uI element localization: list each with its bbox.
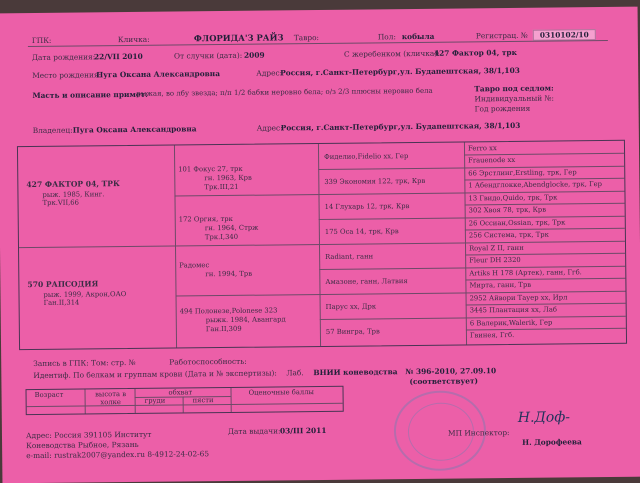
gen2-line2: Трк.I,340: [204, 232, 239, 242]
gen4-ancestor: 3445 Плантация хх, Лаб: [469, 305, 557, 315]
gen3-ancestor: 14 Глухарь 12, трк, Крв: [324, 202, 410, 211]
reg-value: 0310102/10: [533, 29, 596, 41]
score-header: Оценочные баллы: [248, 388, 314, 397]
workability-label: Работоспособность:: [169, 356, 247, 367]
inspector-name: Н. Дорофеева: [522, 437, 582, 447]
tavro-label: Тавро:: [293, 32, 320, 43]
foal-value: 427 Фактор 04, трк: [433, 47, 517, 58]
sire-line1: рыж. 1985, Кинг.: [42, 190, 105, 199]
color-label: Масть и описание примет:: [32, 89, 148, 101]
gen3-ancestor: Фиделио,Fidelio хх, Гер: [324, 152, 409, 161]
mating-label: От случки (дата):: [173, 50, 243, 61]
gen4-ancestor: 26 Оссиан,Ossian, трк, Трк: [468, 218, 566, 228]
gen3-ancestor: 175 Оса 14, трк, Крв: [324, 227, 399, 236]
sex-value: кобыла: [401, 31, 435, 42]
gen2-line1: гн. 1994, Трв: [205, 269, 253, 279]
gen3-ancestor: Radiant, ганн: [325, 252, 374, 261]
owner-label: Владелец:: [32, 125, 73, 136]
lab-label: Лаб.: [286, 368, 304, 378]
dam-name: 570 РАПСОДИЯ: [27, 279, 99, 290]
gen2-name: 101 Фокус 27, трк: [178, 164, 243, 174]
inspector-label: МП Инспектор:: [447, 428, 510, 438]
ident-label: Идентиф. По белкам и группам крови (Дата и № экспертизы):: [33, 368, 277, 381]
gpk-record: Запись в ГПК: Том: стр. №: [33, 357, 136, 369]
measurements-table: [25, 386, 343, 415]
gen2-line2: Трк.III,21: [204, 182, 239, 192]
foal-label: С жеребенком (кличка):: [343, 48, 440, 59]
gen2-name: 494 Полонезе,Polonese 323: [179, 306, 278, 316]
birthplace-value: Пуга Оксана Александровна: [96, 69, 221, 80]
lab-number: № 396-2010, 27.09.10: [405, 366, 497, 377]
gen4-ancestor: 2952 Айвори Тауер хх, Ирл: [469, 293, 568, 303]
pedigree-table: [17, 140, 627, 350]
institute-address: Адрес: Россия 391105 Институт: [25, 429, 152, 441]
gen2-line1: рыжк. 1984, Авангард: [205, 315, 286, 325]
gen4-ancestor: 66 Эрстлинг,Erstling, трк, Гер: [468, 168, 577, 178]
owner-address-label: Адрес:: [256, 123, 283, 133]
gen3-ancestor: 339 Экономия 122, трк, Крв: [324, 176, 426, 186]
gen4-ancestor: 1 Абендглокке,Abendglocke, трк, Гер: [468, 180, 602, 190]
address-label: Адрес:: [256, 68, 283, 78]
passport-sheet: [0, 7, 640, 483]
institute-email: e-mail: rustrak2007@yandex.ru 8-4912-24-02-65: [26, 449, 210, 461]
inspector-signature: Н.Доф-: [517, 409, 571, 426]
birth-label: Дата рождения:: [31, 52, 96, 63]
gen4-ancestor: 302 Хвоя 78, трк, Крв: [468, 205, 547, 215]
gen4-ancestor: Ferro хх: [467, 144, 497, 153]
gen4-ancestor: Frauenode хх: [468, 155, 516, 165]
gen2-line2: Ган.II,309: [205, 324, 242, 334]
gen2-name: 172 Оргия, трк: [178, 214, 233, 224]
lab-status: (соответствует): [409, 376, 479, 387]
gen4-ancestor: Мирта, ганн, Трв: [469, 280, 532, 290]
gen4-ancestor: Гвинея, Ггб.: [469, 330, 515, 340]
birthplace-label: Место рождения:: [32, 70, 102, 81]
dam-line1: рыж. 1999, Акрон,ОАО: [43, 290, 127, 299]
name-label: Кличка:: [117, 34, 150, 45]
height-header: высота в холке: [95, 390, 127, 407]
owner-address-value: Россия, г.Санкт-Петербург,ул. Будапештская, 38/1,103: [280, 120, 521, 133]
sex-label: Пол:: [377, 32, 396, 42]
gen3-ancestor: Амазоне, ганн, Латвия: [325, 277, 408, 286]
gen4-ancestor: Fleur DH 2320: [469, 255, 521, 265]
birth-value: 22/VII 2010: [93, 51, 143, 62]
girth-header: обхват: [168, 388, 193, 397]
gen4-ancestor: Royal Z II, ганн: [469, 243, 524, 253]
gen4-ancestor: 6 Валерик,Walerik, Гер: [469, 318, 553, 328]
owner-value: Пуга Оксана Александровна: [72, 124, 197, 135]
gen3-ancestor: 57 Вингра, Трв: [325, 327, 380, 336]
age-header: Возраст: [34, 390, 64, 399]
issue-date: 03/III 2011: [279, 425, 327, 436]
gen4-ancestor: Artiks H 178 (Артек), ганн, Ггб.: [469, 268, 582, 278]
gpk-label: ГПК:: [31, 35, 52, 46]
dam-line2: Ган.II,314: [43, 298, 80, 307]
gen2-line1: гн. 1963, Крв: [204, 173, 252, 183]
chest-header: груди: [144, 396, 166, 405]
cannon-header: пясти: [192, 396, 214, 405]
issue-label: Дата выдачи:: [227, 426, 281, 436]
institute-address-2: Коневодства Рыбное, Рязань: [26, 439, 139, 451]
gen2-name: Радомес: [179, 261, 210, 270]
gen4-ancestor: 13 Гвидо,Quido, трк, Трк: [468, 193, 558, 203]
horse-name: ФЛОРИДА'З РАЙЗ: [193, 32, 284, 44]
sire-name: 427 ФАКТОР 04, ТРК: [26, 179, 120, 190]
reg-label: Регистрац. №: [475, 30, 528, 41]
color-value: рыжая, во лбу звезда; п/п 1/2 бабки неровно бела; о/з 2/3 плюсны неровно бела: [136, 86, 433, 98]
brand-id: Индивидуальный №:: [474, 93, 555, 104]
gen4-ancestor: 256 Система, трк, Трк: [468, 230, 549, 240]
gen2-line1: гн. 1964, Стрж: [204, 223, 259, 233]
brand-year: Год рождения: [474, 103, 531, 114]
brand-title: Тавро под седлом:: [474, 83, 554, 94]
mating-value: 2009: [243, 50, 265, 60]
gen3-ancestor: Парус хх, Дрк: [325, 302, 377, 311]
lab-value: ВНИИ коневодства: [313, 367, 398, 378]
address-value: Россия, г.Санкт-Петербург,ул. Будапештская, 38/1,103: [280, 65, 520, 78]
sire-line2: Трк.VII,66: [42, 198, 79, 207]
